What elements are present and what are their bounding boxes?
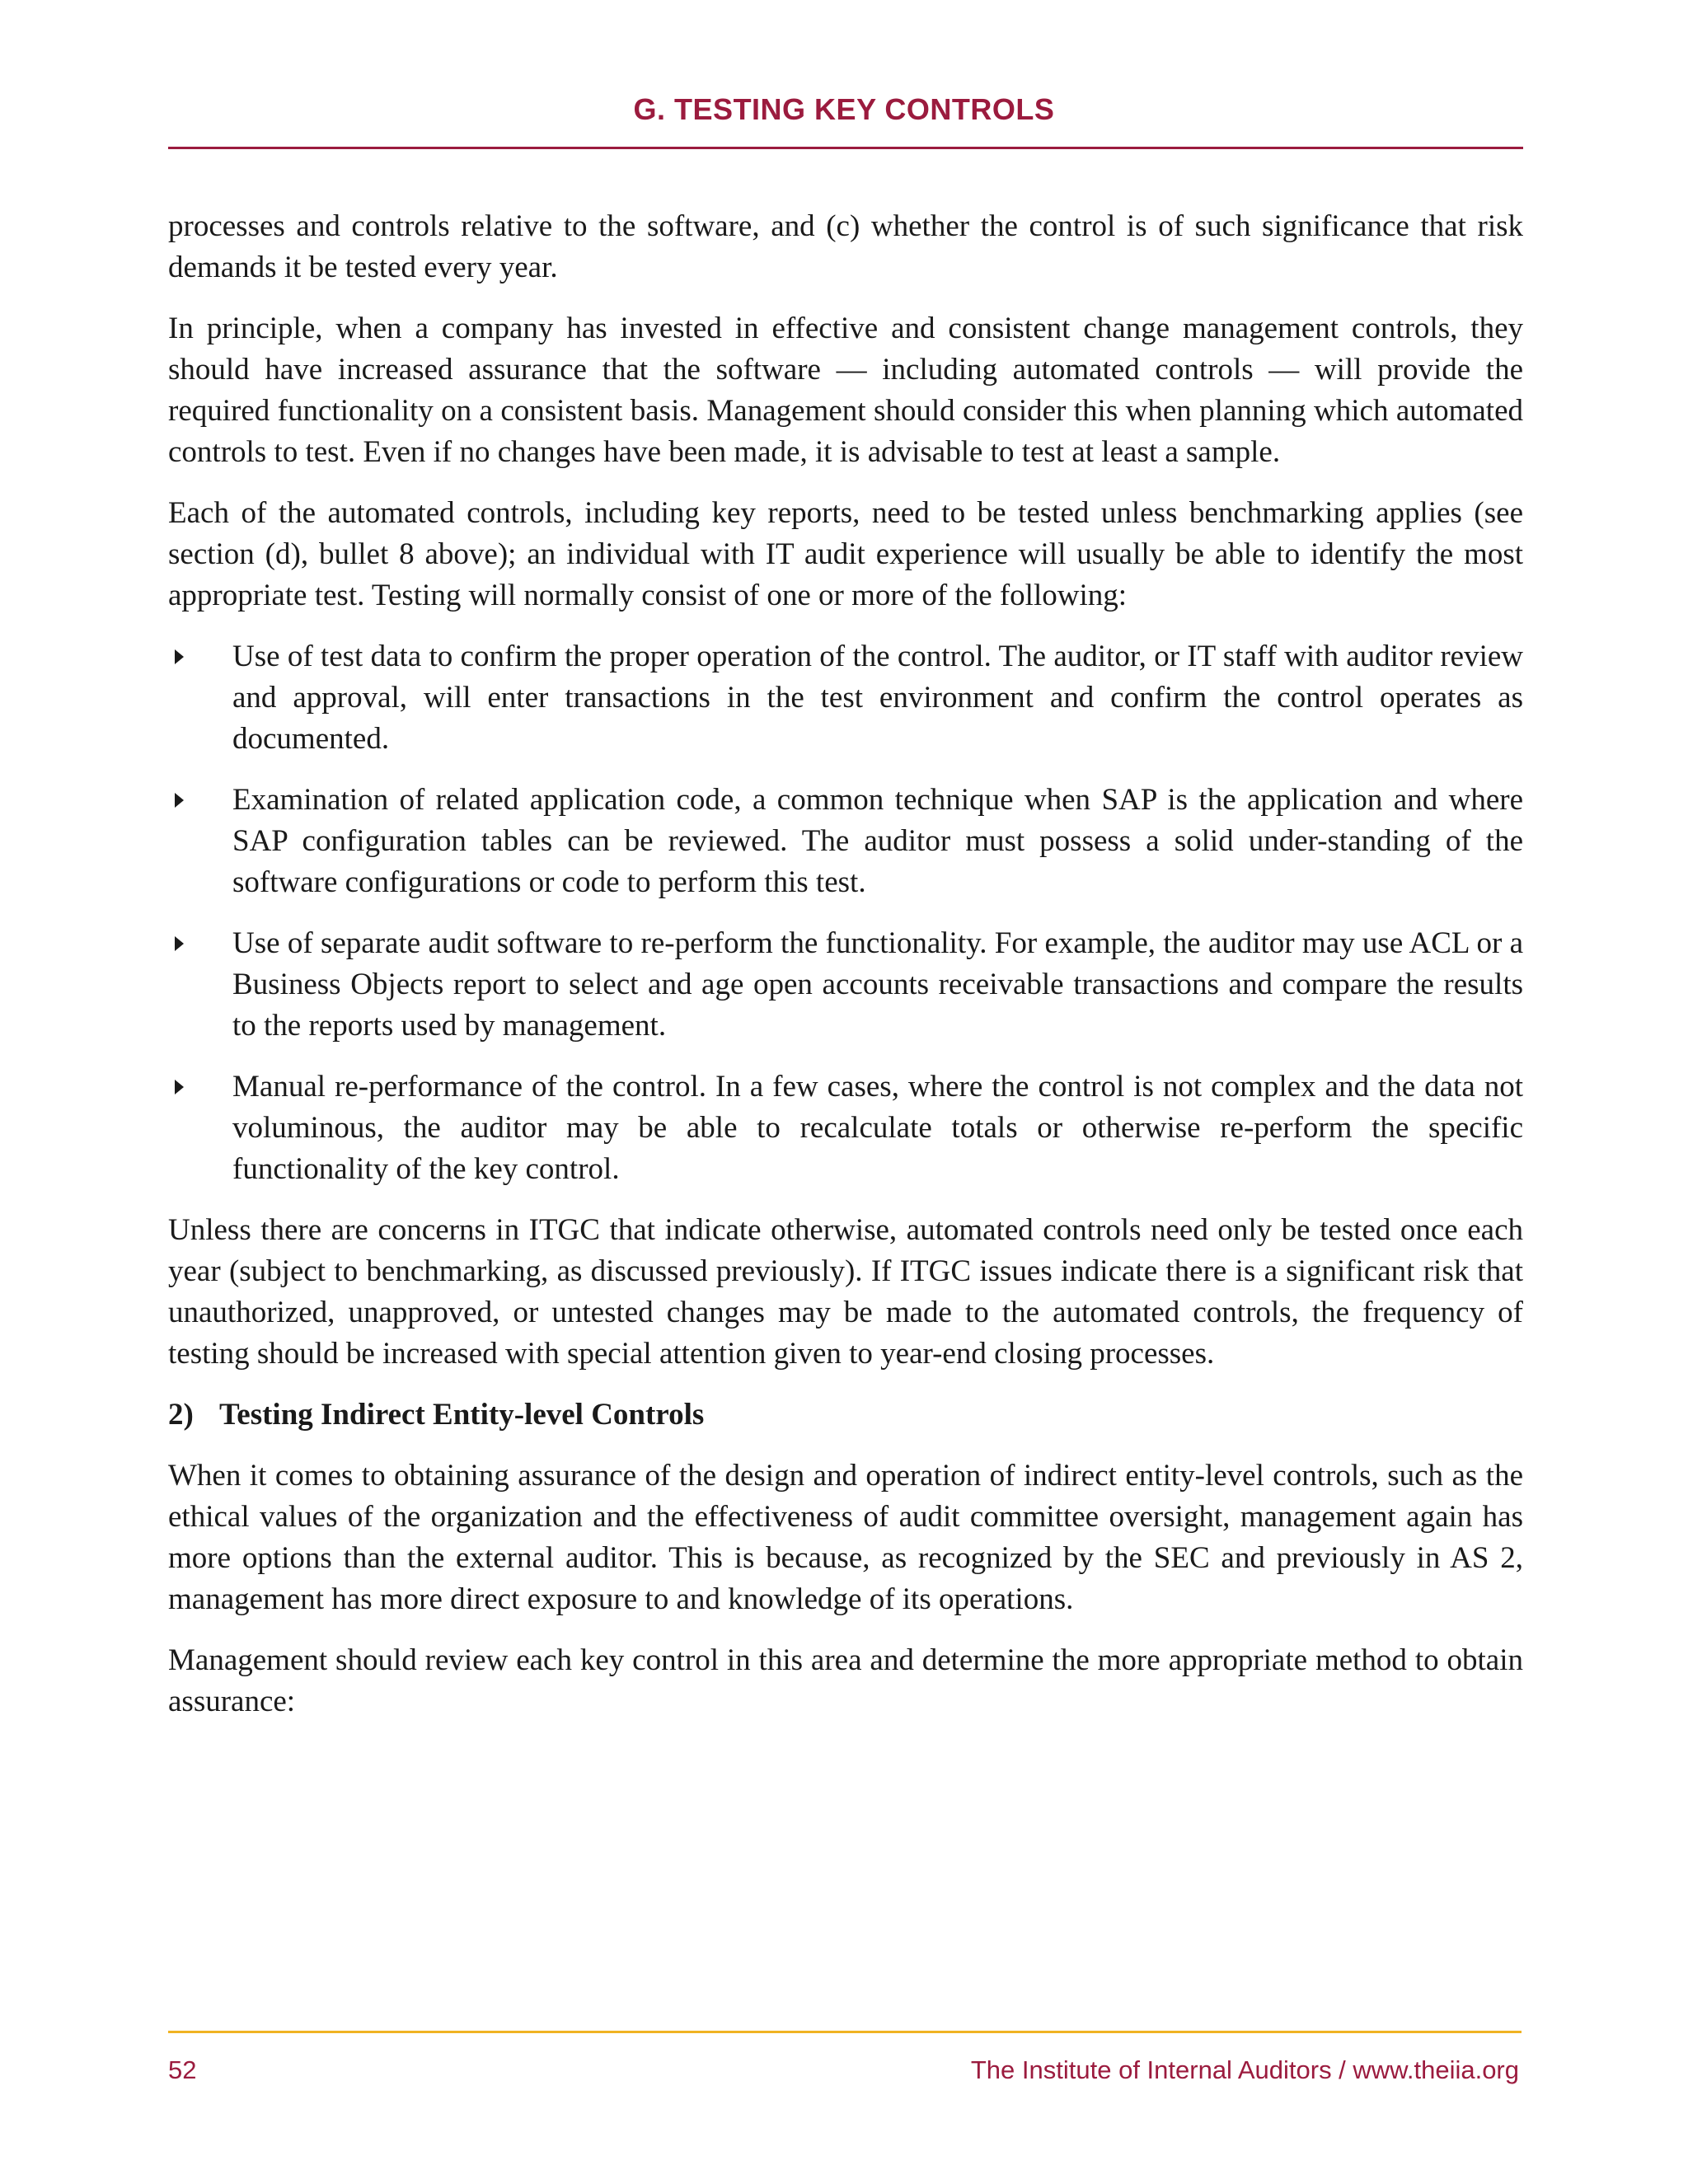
paragraph-entity-level: When it comes to obtaining assurance of the design and operation of indirect entity-level controls, such as the ethical values of the organization and the effectiveness of audit committee oversight, management again has more options than the external auditor. This is because, as recognized by the SEC and previously in AS 2, management has more direct exposure to and knowledge of its operations. bbox=[168, 1459, 1523, 1616]
triangle-bullet-icon bbox=[175, 649, 184, 664]
section-number: 2) bbox=[168, 1398, 194, 1432]
list-item-text: Use of separate audit software to re-perform the functionality. For example, the auditor may use ACL or a Business Objects report to select and age open accounts receivable transactions and compare the results to the reports used by management. bbox=[232, 926, 1523, 1043]
body-text bbox=[168, 206, 1523, 1742]
list-item bbox=[168, 636, 1523, 760]
header-divider bbox=[168, 147, 1523, 149]
triangle-bullet-icon bbox=[175, 936, 184, 951]
testing-methods-list bbox=[168, 636, 1523, 1190]
footer-divider bbox=[168, 2031, 1522, 2033]
section-title: Testing Indirect Entity-level Controls bbox=[219, 1398, 705, 1432]
list-item bbox=[168, 780, 1523, 903]
footer-credit: The Institute of Internal Auditors / www.theiia.org bbox=[970, 2055, 1519, 2084]
list-item bbox=[168, 1066, 1523, 1190]
running-header-title: G. TESTING KEY CONTROLS bbox=[633, 92, 1055, 126]
paragraph-continuation: processes and controls relative to the software, and (c) whether the control is of such significance that risk demands it be tested every year. bbox=[168, 209, 1523, 284]
triangle-bullet-icon bbox=[175, 1080, 184, 1094]
list-item-text: Use of test data to confirm the proper operation of the control. The auditor, or IT staff with auditor review and approval, will enter transactions in the test environment and confirm the control operates as documented. bbox=[232, 640, 1523, 756]
paragraph-testing-frequency: Unless there are concerns in ITGC that indicate otherwise, automated controls need only be tested once each year (subject to benchmarking, as discussed previously). If ITGC issues indicate there is a significant risk that unauthorized, unapproved, or untested changes may be made to the automated controls, the frequency of testing should be increased with special attention given to year-end closing processes. bbox=[168, 1213, 1523, 1371]
paragraph-change-management: In principle, when a company has invested in effective and consistent change management controls, they should have increased assurance that the software — including automated controls — will provide the required functionality on a consistent basis. Management should consider this when planning which automated controls to test. Even if no changes have been made, it is advisable to test at least a sample. bbox=[168, 312, 1523, 469]
list-item-text: Examination of related application code, a common technique when SAP is the application and where SAP configuration tables can be reviewed. The auditor must possess a solid under-standing of the software configurations or code to perform this test. bbox=[232, 783, 1523, 899]
section-heading bbox=[168, 1394, 1523, 1436]
triangle-bullet-icon bbox=[175, 793, 184, 808]
paragraph-management-review: Management should review each key control in this area and determine the more appropriate method to obtain assurance: bbox=[168, 1643, 1523, 1718]
list-item bbox=[168, 923, 1523, 1047]
paragraph-automated-controls: Each of the automated controls, including key reports, need to be tested unless benchmarking applies (see section (d), bullet 8 above); an individual with IT audit experience will usually be able to identify the most appropriate test. Testing will normally consist of one or more of the following: bbox=[168, 496, 1523, 612]
page-number: 52 bbox=[168, 2055, 197, 2084]
list-item-text: Manual re-performance of the control. In a few cases, where the control is not complex and the data not voluminous, the auditor may be able to recalculate totals or otherwise re-perform the specific functionality of the key control. bbox=[232, 1070, 1523, 1186]
